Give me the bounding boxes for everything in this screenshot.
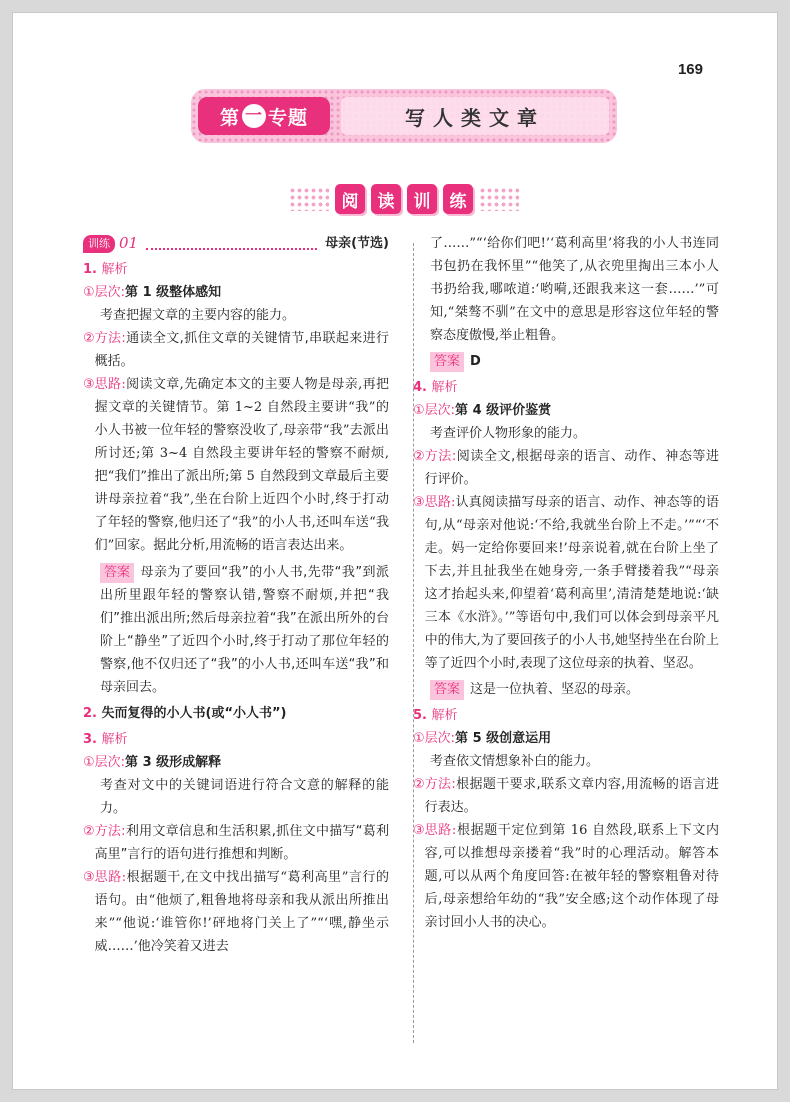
topic-title: 写人类文章	[405, 105, 545, 130]
level-description: 考查把握文章的主要内容的能力。	[100, 308, 296, 323]
section-heading	[289, 181, 519, 217]
idea-text-continued: 了……”“‘给你们吧!’‘葛利高里’将我的小人书连同书包扔在我怀里”“他笑了,从衣兜里掏出三本小人书扔给我,哪哝道:‘哟嗬,还跟我来这一套……’”可知,“桀骜不驯”在文中的意思是形容这位年轻的警察态度傲慢,举止粗鲁。	[430, 236, 719, 343]
topic-text-2: 专题	[268, 106, 309, 129]
right-column	[413, 232, 719, 934]
topic-banner	[191, 89, 617, 143]
idea-label: 思路:	[94, 377, 126, 392]
left-column	[83, 232, 389, 958]
training-title: 母亲(节选)	[325, 236, 389, 251]
idea-text: 阅读文章,先确定本文的主要人物是母亲,再把握文章的关键情节。第 1~2 自然段主要讲“我”的小人书被一位年轻的警察没收了,母亲带“我”去派出所讨还;第 3~4 自然段主要讲年轻的警察不耐烦,把“我们”推出了派出所;第 5 自然段到文章最后主要讲母亲拉着“我”,坐在台阶上近四个小时,终于打动了年轻的警察,他归还了“我”的小人书,还叫车送“我们”回家。据此分析,用流畅的语言表达出来。	[94, 377, 389, 553]
idea-text: 根据题干定位到第 16 自然段,联系上下文内容,可以推想母亲搂着“我”时的心理活动。解答本题,可以从两个角度回答:在被年轻的警察粗鲁对待后,母亲想给年幼的“我”安全感;这个动作体现了母亲讨回小人书的决心。	[424, 823, 719, 930]
method-text: 通读全文,抓住文章的关键情节,串联起来进行概括。	[94, 331, 389, 369]
question-2	[83, 702, 389, 725]
answer-block	[413, 350, 719, 373]
page-number: 169	[677, 61, 703, 78]
level-description: 考查依文情想象补白的能力。	[430, 754, 600, 769]
item-marker: ②	[413, 777, 425, 792]
section-char: 练	[443, 184, 473, 214]
analysis-tag: 解析	[431, 708, 458, 723]
topic-title-box	[341, 97, 609, 135]
question-3-heading	[83, 728, 389, 751]
method-label: 方法:	[424, 449, 457, 464]
level-label: 层次:	[424, 731, 456, 746]
item-marker: ③	[83, 377, 95, 392]
method-text: 根据题干要求,联系文章内容,用流畅的语言进行表达。	[424, 777, 719, 815]
idea-row	[413, 491, 719, 675]
level-description: 考查评价人物形象的能力。	[430, 426, 587, 441]
level-label: 层次:	[424, 403, 456, 418]
item-marker: ②	[83, 331, 95, 346]
answer-block	[413, 678, 719, 701]
method-row	[413, 773, 719, 819]
analysis-tag: 解析	[101, 262, 128, 277]
dotted-leader	[146, 238, 317, 250]
method-label: 方法:	[94, 824, 126, 839]
answer-text: 这是一位执着、坚忍的母亲。	[470, 682, 640, 697]
item-marker: ①	[83, 755, 95, 770]
question-number: 5.	[413, 708, 427, 723]
level-text: 第 1 级整体感知	[125, 285, 222, 300]
level-text: 第 5 级创意运用	[455, 731, 552, 746]
question-number: 1.	[83, 262, 97, 277]
section-char: 阅	[335, 184, 365, 214]
level-text: 第 3 级形成解释	[125, 755, 222, 770]
level-row	[83, 751, 389, 774]
question-5-heading	[413, 704, 719, 727]
idea-row	[83, 373, 389, 557]
answer-tag: 答案	[100, 563, 134, 583]
topic-circle: 一	[242, 104, 266, 128]
item-marker: ①	[83, 285, 95, 300]
question-1-heading	[83, 258, 389, 281]
answer-block	[83, 561, 389, 699]
method-text: 阅读全文,根据母亲的语言、动作、神态等进行评价。	[424, 449, 719, 487]
answer-text: D	[470, 354, 481, 369]
question-number: 2.	[83, 706, 97, 721]
question-2-answer: 失而复得的小人书(或“小人书”)	[101, 706, 287, 721]
level-row	[413, 399, 719, 422]
question-number: 3.	[83, 732, 97, 747]
item-marker: ②	[413, 449, 425, 464]
method-text: 利用文章信息和生活积累,抓住文中描写“葛利高里”言行的语句进行推想和判断。	[94, 824, 389, 862]
section-char: 读	[371, 184, 401, 214]
item-marker: ②	[83, 824, 95, 839]
idea-row	[83, 866, 389, 958]
item-marker: ③	[413, 495, 425, 510]
question-4-heading	[413, 376, 719, 399]
answer-tag: 答案	[430, 352, 464, 372]
section-char: 训	[407, 184, 437, 214]
idea-text: 根据题干,在文中找出描写“葛利高里”言行的语句。由“他烦了,粗鲁地将母亲和我从派出所推出来”“他说:‘谁管你!’砰地将门关上了”“‘嘿,静坐示威……’他冷笑着又进去	[94, 870, 389, 954]
answer-tag: 答案	[430, 680, 464, 700]
level-row	[83, 281, 389, 304]
method-label: 方法:	[424, 777, 456, 792]
training-header	[83, 232, 389, 255]
level-description: 考查对文中的关键词语进行符合文意的解释的能力。	[100, 778, 389, 816]
method-label: 方法:	[94, 331, 126, 346]
method-row	[83, 820, 389, 866]
section-title	[335, 184, 473, 214]
decorative-dots-left	[289, 187, 329, 211]
method-row	[413, 445, 719, 491]
item-marker: ①	[413, 731, 425, 746]
idea-label: 思路:	[424, 823, 457, 838]
decorative-dots-right	[479, 187, 519, 211]
item-marker: ①	[413, 403, 425, 418]
training-badge: 训练	[83, 235, 115, 253]
idea-label: 思路:	[424, 495, 456, 510]
level-label: 层次:	[94, 755, 126, 770]
level-row	[413, 727, 719, 750]
idea-label: 思路:	[94, 870, 127, 885]
topic-text-1: 第	[219, 106, 240, 129]
answer-text: 母亲为了要回“我”的小人书,先带“我”到派出所里跟年轻的警察认错,警察不耐烦,并把“我们”推出派出所;然后母亲拉着“我”在派出所外的台阶上“静坐”了近四个小时,终于打动了那位年轻的警察,他不仅归还了“我”的小人书,还叫车送“我”和母亲回去。	[100, 565, 389, 695]
analysis-tag: 解析	[101, 732, 128, 747]
training-number: 01	[119, 234, 139, 252]
level-label: 层次:	[94, 285, 126, 300]
level-text: 第 4 级评价鉴赏	[455, 403, 552, 418]
method-row	[83, 327, 389, 373]
analysis-tag: 解析	[431, 380, 458, 395]
topic-label	[198, 97, 330, 135]
question-number: 4.	[413, 380, 427, 395]
item-marker: ③	[83, 870, 95, 885]
idea-text: 认真阅读描写母亲的语言、动作、神态等的语句,从“母亲对他说:‘不给,我就坐台阶上不走。’”“‘不走。妈一定给你要回来!’母亲说着,就在台阶上坐了下去,并且扯我坐在她身旁,一条手臂搂着我”“母亲这才抬起头来,仰望着‘葛利高里’,清清楚楚地说:‘缺三本《水浒》。’”等语句中,我们可以体会到母亲平凡中的伟大,为了要回孩子的小人书,她坚持坐在台阶上等了近四个小时,表现了这位母亲的执着、坚忍。	[424, 495, 719, 671]
idea-row	[413, 819, 719, 934]
item-marker: ③	[413, 823, 425, 838]
